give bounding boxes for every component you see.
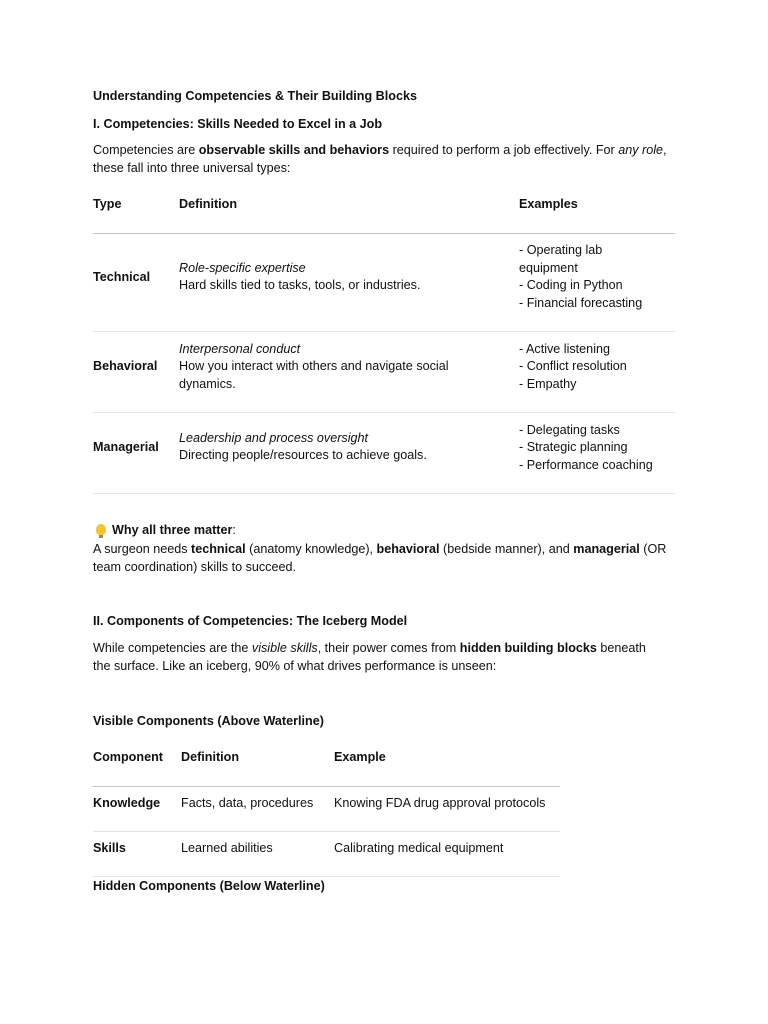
para-text: While competencies are the <box>93 641 252 655</box>
table1-row-technical-example: equipment <box>519 261 578 275</box>
para-italic: visible skills <box>251 641 318 655</box>
table1-row-technical-example: - Financial forecasting <box>519 296 643 310</box>
why-emphasis: behavioral <box>376 542 440 556</box>
table2-row-skills-component: Skills <box>93 841 126 855</box>
para-emphasis: hidden building blocks <box>459 641 597 655</box>
document-title: Understanding Competencies & Their Building Blocks <box>93 89 417 103</box>
table1-row-managerial-example: - Strategic planning <box>519 440 628 454</box>
table2-header-component: Component <box>93 750 163 764</box>
table1-row-behavioral-def-text: How you interact with others and navigate social <box>179 359 449 373</box>
table2-row-knowledge-definition: Facts, data, procedures <box>181 796 314 810</box>
why-text: A surgeon needs <box>93 542 192 556</box>
table1-row-technical-type: Technical <box>93 270 151 284</box>
why-text: (bedside manner), and <box>439 542 574 556</box>
why-line-1 <box>93 540 666 558</box>
table1-row-behavioral-type: Behavioral <box>93 359 158 373</box>
section-1-intro-line-1 <box>93 141 667 159</box>
table2-row-divider <box>93 831 560 832</box>
table1-row-managerial-example: - Performance coaching <box>519 458 653 472</box>
table2-row-skills-definition: Learned abilities <box>181 841 273 855</box>
why-emphasis: technical <box>191 542 246 556</box>
why-text: (anatomy knowledge), <box>245 542 377 556</box>
table1-row-behavioral-def-text: dynamics. <box>179 377 236 391</box>
intro-text: required to perform a job effectively. For <box>389 143 619 157</box>
section-2-paragraph-line-1 <box>93 639 646 657</box>
why-line-2: team coordination) skills to succeed. <box>93 560 296 574</box>
section-1-heading: I. Competencies: Skills Needed to Excel in a Job <box>93 117 383 131</box>
table1-row-managerial-type: Managerial <box>93 440 159 454</box>
table1-row-behavioral-example: - Active listening <box>519 342 610 356</box>
section-2-paragraph-line-2: the surface. Like an iceberg, 90% of what drives performance is unseen: <box>93 659 497 673</box>
table1-row-behavioral-example: - Empathy <box>519 377 577 391</box>
table1-row-technical-def-title: Role-specific expertise <box>179 261 306 275</box>
why-emphasis: managerial <box>573 542 640 556</box>
table1-header-type: Type <box>93 197 122 211</box>
table1-header-examples: Examples <box>519 197 578 211</box>
table1-row-managerial-def-title: Leadership and process oversight <box>179 431 369 445</box>
table2-row-knowledge-component: Knowledge <box>93 796 161 810</box>
intro-text: Competencies are <box>93 143 199 157</box>
why-colon: : <box>232 523 236 537</box>
table1-row-divider <box>93 412 675 413</box>
table2-header-divider <box>93 786 560 787</box>
table1-row-behavioral-example: - Conflict resolution <box>519 359 627 373</box>
table1-row-technical-example: - Coding in Python <box>519 278 623 292</box>
why-heading <box>96 521 236 539</box>
table2-header-example: Example <box>334 750 386 764</box>
intro-emphasis: observable skills and behaviors <box>198 143 390 157</box>
table2-row-skills-example: Calibrating medical equipment <box>334 841 504 855</box>
table2-row-knowledge-example: Knowing FDA drug approval protocols <box>334 796 546 810</box>
table1-row-technical-def-text: Hard skills tied to tasks, tools, or industries. <box>179 278 421 292</box>
lightbulb-icon <box>96 524 106 535</box>
why-title: Why all three matter <box>112 523 233 537</box>
table2-header-definition: Definition <box>181 750 240 764</box>
table1-header-definition: Definition <box>179 197 238 211</box>
hidden-components-heading: Hidden Components (Below Waterline) <box>93 879 325 893</box>
table1-row-divider <box>93 331 675 332</box>
table1-header-divider <box>93 233 675 234</box>
intro-italic: any role <box>618 143 664 157</box>
table1-row-managerial-example: - Delegating tasks <box>519 423 620 437</box>
section-2-heading: II. Components of Competencies: The Iceberg Model <box>93 614 408 628</box>
table1-row-managerial-def-text: Directing people/resources to achieve goals. <box>179 448 427 462</box>
visible-components-heading: Visible Components (Above Waterline) <box>93 714 324 728</box>
table1-row-behavioral-def-title: Interpersonal conduct <box>179 342 301 356</box>
intro-text: , <box>663 143 667 157</box>
section-1-intro-line-2: these fall into three universal types: <box>93 161 291 175</box>
para-text: beneath <box>596 641 646 655</box>
why-text: (OR <box>639 542 667 556</box>
table1-row-technical-example: - Operating lab <box>519 243 603 257</box>
table1-row-divider <box>93 493 675 494</box>
para-text: , their power comes from <box>317 641 460 655</box>
